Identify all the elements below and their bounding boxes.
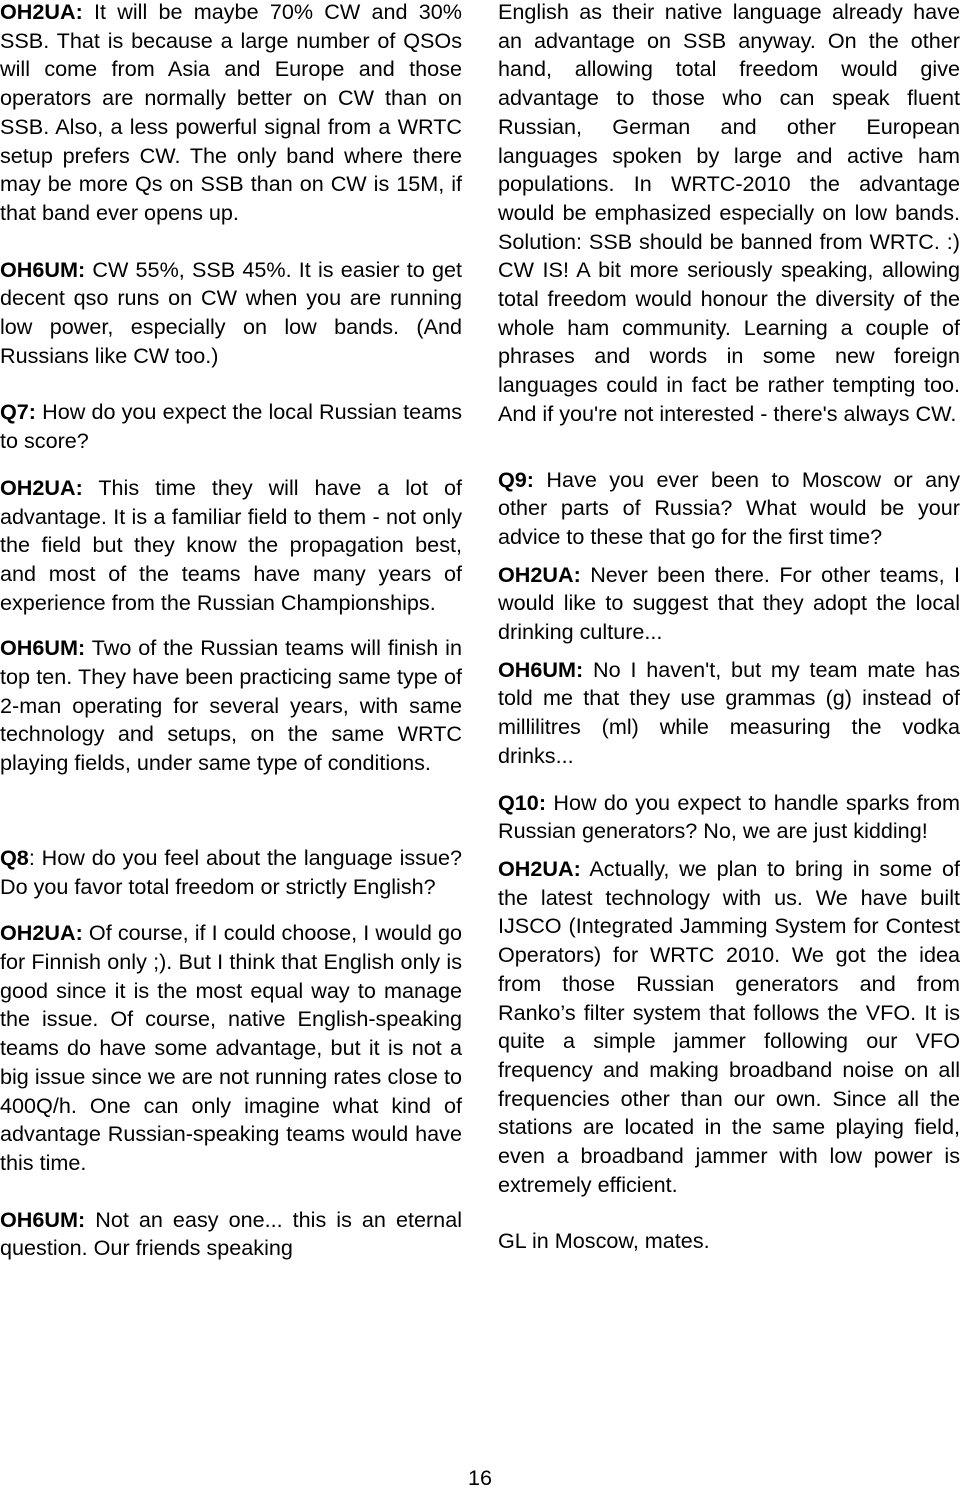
paragraph-text: Have you ever been to Moscow or any other parts of Russia? What would be your advice to these that go for the first time? xyxy=(498,466,960,549)
paragraph xyxy=(0,919,462,1177)
speaker-label: OH2UA: xyxy=(0,0,83,24)
paragraph xyxy=(0,1206,462,1263)
left-column xyxy=(0,0,462,1263)
question xyxy=(0,844,462,901)
paragraph xyxy=(498,561,960,647)
paragraph-text: It will be maybe 70% CW and 30% SSB. That is because a large number of QSOs will come from Asia and Europe and those operators are normally better on CW than on SSB. Also, a less powerful signal from a WRTC setup prefers CW. The only band where there may be more Qs on SSB than on CW is 15M, if that band ever opens up. xyxy=(0,0,462,225)
question-label: Q10: xyxy=(498,789,547,815)
speaker-label: OH2UA: xyxy=(0,920,83,946)
speaker-label: OH2UA: xyxy=(498,561,581,587)
paragraph xyxy=(0,0,462,228)
paragraph-text: Never been there. For other teams, I would like to suggest that they adopt the local drinking culture... xyxy=(498,561,960,645)
paragraph-text: No I haven't, but my team mate has told me that they use grammas (g) instead of millilitres (ml) while measuring the vodka drinks... xyxy=(498,656,960,768)
question xyxy=(0,398,462,455)
paragraph-text: How do you expect the local Russian teams to score? xyxy=(0,399,462,454)
paragraph-text: Two of the Russian teams will finish in top ten. They have been practicing same type of 2-man operating for several years, with same technology and setups, on the same WRTC playing fields, under same type of conditions. xyxy=(0,635,462,776)
paragraph xyxy=(498,656,960,771)
paragraph-text: CW 55%, SSB 45%. It is easier to get decent qso runs on CW when you are running low power, especially on low bands. (And Russians like CW too.) xyxy=(0,256,462,368)
paragraph-text: English as their native language already have an advantage on SSB anyway. On the other hand, allowing total freedom would give advantage to those who can speak fluent Russian, German and other European languages spoken by large and active ham populations. In WRTC-2010 the advantage would be emphasized especially on low bands. Solution: SSB should be banned from WRTC. :) CW IS! A bit more seriously speaking, allowing total freedom would honour the diversity of the whole ham community. Learning a couple of phrases and words in some new foreign languages could in fact be rather tempting too. And if you're not interested - there's always CW. xyxy=(498,0,960,426)
question-label: Q9: xyxy=(498,466,534,492)
paragraph-text: This time they will have a lot of advantage. It is a familiar field to them - not only the field but they know the propagation best, and most of the teams have many years of experience from the Russian Championships. xyxy=(0,474,462,615)
question xyxy=(498,466,960,552)
paragraph-text: Not an easy one... this is an eternal question. Our friends speaking xyxy=(0,1206,462,1261)
paragraph xyxy=(498,855,960,1199)
question-label: Q8 xyxy=(0,844,29,870)
paragraph xyxy=(0,634,462,778)
page-number: 16 xyxy=(467,1465,493,1490)
speaker-label: OH6UM: xyxy=(498,656,584,682)
paragraph xyxy=(0,474,462,618)
question-label: Q7: xyxy=(0,399,36,425)
sign-off xyxy=(498,1227,960,1256)
question xyxy=(498,789,960,846)
paragraph-text: GL in Moscow, mates. xyxy=(498,1228,710,1254)
paragraph-text: How do you expect to handle sparks from Russian generators? No, we are just kidding! xyxy=(498,789,960,844)
paragraph-text: Of course, if I could choose, I would go for Finnish only ;). But I think that English only is good since it is the most equal way to manage the issue. Of course, native English-speaking teams do have some advantage, but it is not a big issue since we are not running rates close to 400Q/h. One can only imagine what kind of advantage Russian-speaking teams would have this time. xyxy=(0,920,462,1175)
paragraph xyxy=(0,256,462,371)
speaker-label: OH2UA: xyxy=(0,474,83,500)
paragraph-text: Actually, we plan to bring in some of the latest technology with us. We have built IJSCO (Integrated Jamming System for Contest Operators) for WRTC 2010. We got the idea from those Russian generators and from Ranko’s filter system that follows the VFO. It is quite a simple jammer following our VFO frequency and making broadband noise on all frequencies other than our own. Since all the stations are located in the same playing field, even a broadband jammer with low power is extremely efficient. xyxy=(498,855,960,1197)
speaker-label: OH6UM: xyxy=(0,1206,86,1232)
paragraph-text: : How do you feel about the language issue? Do you favor total freedom or strictly English? xyxy=(0,844,462,899)
right-column xyxy=(498,0,960,1256)
speaker-label: OH6UM: xyxy=(0,256,86,282)
paragraph xyxy=(498,0,960,429)
speaker-label: OH6UM: xyxy=(0,635,86,661)
speaker-label: OH2UA: xyxy=(498,855,581,881)
